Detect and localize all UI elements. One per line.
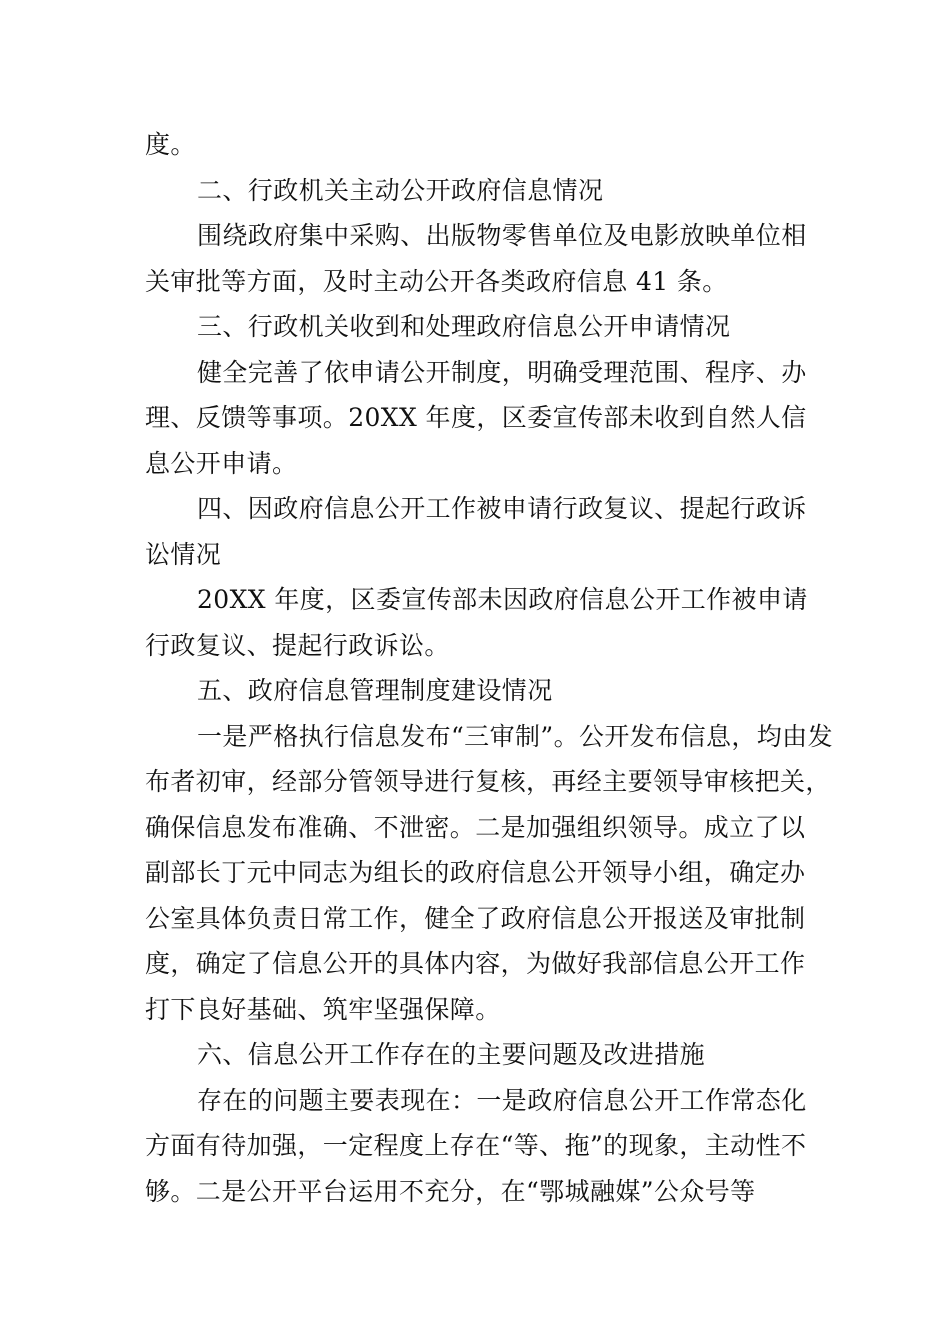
section-heading: 四、因政府信息公开工作被申请行政复议、提起行政诉 xyxy=(197,494,807,523)
text-line: 度，确定了信息公开的具体内容，为做好我部信息公开工作 xyxy=(145,949,806,978)
text-line: 存在的问题主要表现在：一是政府信息公开工作常态化 xyxy=(197,1085,807,1115)
text-line: 20XX 年度，区委宣传部未因政府信息公开工作被申请 xyxy=(197,585,808,614)
section-heading: 三、行政机关收到和处理政府信息公开申请情况 xyxy=(197,312,731,341)
section-heading: 讼情况 xyxy=(145,539,222,569)
section-heading: 五、政府信息管理制度建设情况 xyxy=(197,676,553,705)
text-line: 度。 xyxy=(145,130,196,159)
text-line: 健全完善了依申请公开制度，明确受理范围、程序、办 xyxy=(197,357,807,387)
text-line: 行政复议、提起行政诉讼。 xyxy=(145,630,450,660)
text-line: 理、反馈等事项。20XX 年度，区委宣传部未收到自然人信 xyxy=(145,403,807,432)
text-line: 副部长丁元中同志为组长的政府信息公开领导小组，确定办 xyxy=(145,858,806,887)
section-heading: 六、信息公开工作存在的主要问题及改进措施 xyxy=(197,1040,706,1069)
section-heading: 二、行政机关主动公开政府信息情况 xyxy=(197,175,604,205)
document-body xyxy=(145,122,845,1214)
text-line: 确保信息发布准确、不泄密。二是加强组织领导。成立了以 xyxy=(145,812,806,842)
text-line: 一是严格执行信息发布“三审制”。公开发布信息，均由发 xyxy=(197,721,833,751)
text-line: 布者初审，经部分管领导进行复核，再经主要领导审核把关， xyxy=(145,767,831,796)
text-line: 公室具体负责日常工作，健全了政府信息公开报送及审批制 xyxy=(145,903,806,933)
text-line: 关审批等方面，及时主动公开各类政府信息 41 条。 xyxy=(145,266,728,296)
text-line: 息公开申请。 xyxy=(145,448,298,478)
text-line: 方面有待加强，一定程度上存在“等、拖”的现象，主动性不 xyxy=(145,1131,807,1160)
text-line: 围绕政府集中采购、出版物零售单位及电影放映单位相 xyxy=(197,221,807,250)
text-line: 打下良好基础、筑牢坚强保障。 xyxy=(145,994,501,1024)
text-line: 够。二是公开平台运用不充分，在“鄂城融媒”公众号等 xyxy=(145,1176,756,1206)
